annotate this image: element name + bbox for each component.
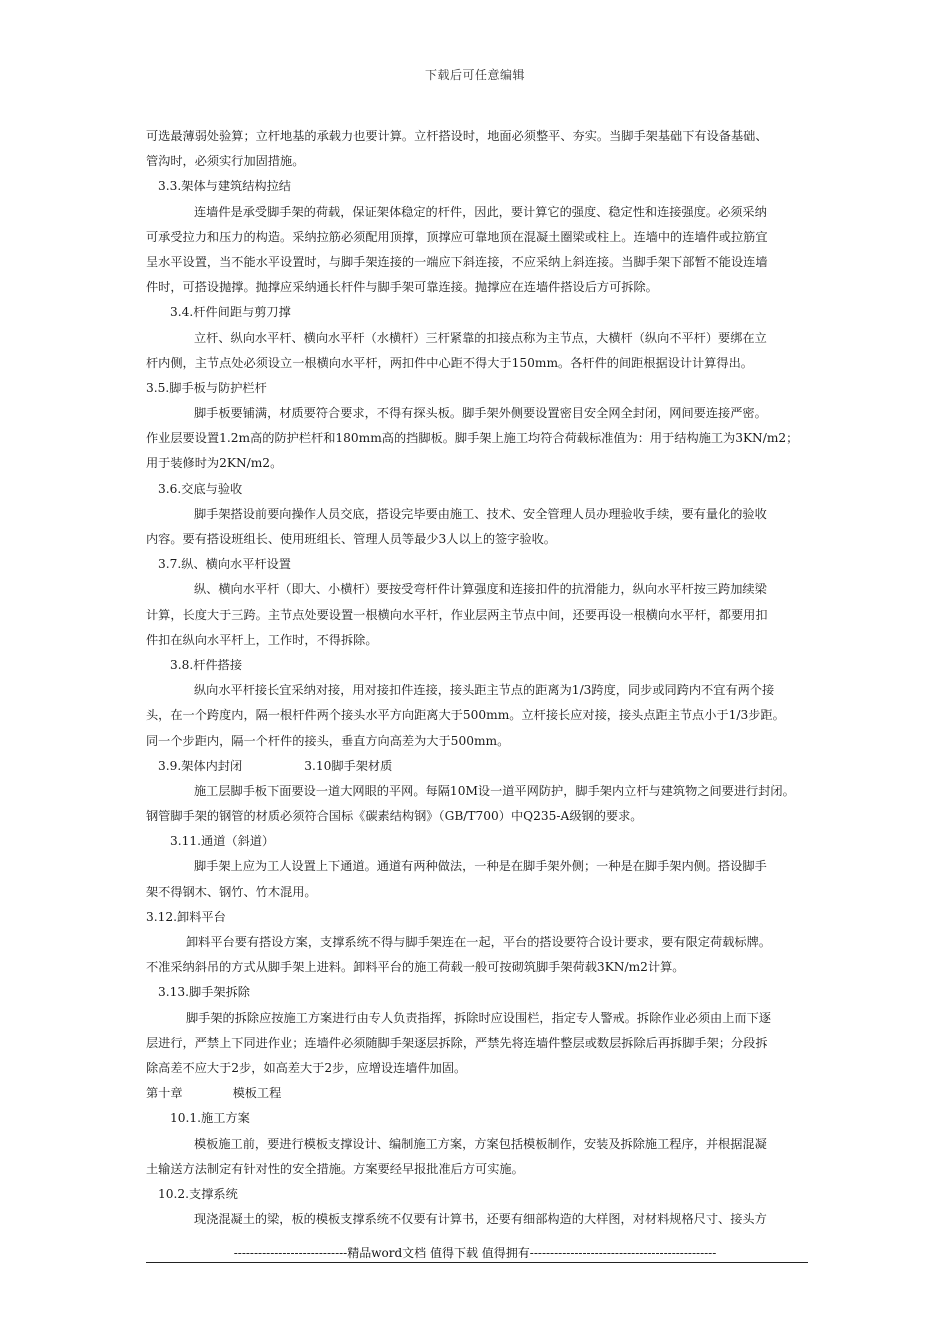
section-heading: 3.3.架体与建筑结构拉结: [158, 179, 291, 194]
section-heading: 3.5.脚手板与防护栏杆: [146, 380, 267, 395]
section-heading: 3.8.杆件搭接: [170, 657, 243, 672]
paragraph-start: 施工层脚手板下面要设一道大网眼的平网。每隔10M设一道平网防护，脚手架内立杆与建筑物之间要进行封闭。: [194, 783, 795, 798]
page-header: 下载后可任意编辑: [424, 68, 525, 82]
paragraph-start: 脚手架上应为工人设置上下通道。通道有两种做法，一种是在脚手架外侧；一种是在脚手架内侧。搭设脚手: [194, 859, 767, 874]
paragraph-start: 卸料平台要有搭设方案，支撑系统不得与脚手架连在一起，平台的搭设要符合设计要求，要有限定荷载标牌。: [186, 935, 771, 949]
body-line: 用于装修时为2KN/m2。: [146, 456, 283, 471]
section-heading: 3.10脚手架材质: [304, 758, 393, 773]
chapter-title: 模板工程: [232, 1086, 282, 1101]
chapter-number: 第十章: [146, 1086, 183, 1101]
body-line: 管沟时，必须实行加固措施。: [146, 154, 305, 169]
body-line: 架不得钢木、钢竹、竹木混用。: [146, 884, 317, 899]
section-heading: 3.11.通道（斜道）: [170, 834, 275, 849]
body-line: 件扣在纵向水平杆上，工作时，不得拆除。: [146, 632, 378, 647]
body-line: 不准采纳斜吊的方式从脚手架上进料。卸料平台的施工荷载一般可按砌筑脚手架荷载3KN/m2计算。: [146, 960, 685, 975]
section-heading: 3.4.杆件间距与剪刀撑: [170, 305, 291, 320]
section-heading-pair: [146, 754, 808, 779]
document-body: [146, 124, 808, 1232]
body-line: 杆内侧，主节点处必须设立一根横向水平杆，两扣件中心距不得大于150mm。各杆件的间距根据设计计算得出。: [146, 355, 753, 370]
paragraph-start: 脚手架搭设前要向操作人员交底，搭设完毕要由施工、技术、安全管理人员办理验收手续，要有量化的验收: [194, 506, 767, 521]
body-line: 呈水平设置，当不能水平设置时，与脚手架连接的一端应下斜连接，不应采纳上斜连接。当脚手架下部暂不能设连墙: [146, 254, 768, 269]
body-line: 件时，可搭设抛撑。抛撑应采纳通长杆件与脚手架可靠连接。抛撑应在连墙件搭设后方可拆除。: [146, 280, 658, 295]
chapter-heading: [146, 1081, 808, 1106]
page-footer: ----------------------------精品word文档 值得下载 值得拥有----------------------------------------------: [233, 1246, 717, 1260]
section-heading: 3.12.卸料平台: [146, 909, 226, 924]
footer-divider: [146, 1262, 808, 1263]
section-heading: 3.13.脚手架拆除: [158, 985, 250, 1000]
body-line: 计算，长度大于三跨。主节点处要设置一根横向水平杆，作业层两主节点中间，还要再设一根横向水平杆，都要用扣: [146, 607, 768, 622]
body-line: 同一个步距内，隔一个杆件的接头，垂直方向高差为大于500mm。: [146, 733, 510, 748]
body-line: 层进行，严禁上下同进作业；连墙件必须随脚手架逐层拆除，严禁先将连墙件整层或数层拆除后再拆脚手架；分段拆: [146, 1035, 768, 1050]
section-heading: 3.6.交底与验收: [158, 481, 243, 496]
body-line: 除高差不应大于2步，如高差大于2步，应增设连墙件加固。: [146, 1060, 467, 1075]
body-line: 可承受拉力和压力的构造。采纳拉筋必须配用顶撑，顶撑应可靠地顶在混凝土圈梁或柱上。连墙中的连墙件或拉筋宜: [146, 229, 768, 244]
paragraph-start: 纵向水平杆接长宜采纳对接，用对接扣件连接，接头距主节点的距离为1/3跨度，同步或同跨内不宜有两个接: [194, 683, 775, 698]
paragraph-start: 纵、横向水平杆（即大、小横杆）要按受弯杆件计算强度和连接扣件的抗滑能力，纵向水平杆按三跨加续梁: [194, 582, 767, 597]
section-heading: 3.9.架体内封闭: [158, 758, 243, 773]
section-heading: 10.2.支撑系统: [158, 1186, 238, 1201]
body-line: 土输送方法制定有针对性的安全措施。方案要经早报批准后方可实施。: [146, 1161, 524, 1176]
paragraph-start: 连墙件是承受脚手架的荷载，保证架体稳定的杆件，因此，要计算它的强度、稳定性和连接强度。必须采纳: [194, 204, 767, 219]
paragraph-start: 立杆、纵向水平杆、横向水平杆（水横杆）三杆紧靠的扣接点称为主节点，大横杆（纵向不平杆）要绑在立: [194, 330, 767, 345]
body-line: 作业层要设置1.2m高的防护栏杆和180mm高的挡脚板。脚手架上施工均符合荷载标准值为：用于结构施工为3KN/m2；: [146, 431, 799, 446]
body-line: 钢管脚手架的钢管的材质必须符合国标《碳素结构钢》（GB/T700）中Q235-A级钢的要求。: [146, 809, 643, 824]
paragraph-start: 现浇混凝土的梁，板的模板支撑系统不仅要有计算书，还要有细部构造的大样图，对材料规格尺寸、接头方: [194, 1212, 767, 1227]
paragraph-start: 模板施工前，要进行模板支撑设计、编制施工方案，方案包括模板制作，安装及拆除施工程序，并根据混凝: [194, 1136, 767, 1151]
paragraph-start: 脚手板要铺满，材质要符合要求，不得有探头板。脚手架外侧要设置密目安全网全封闭，网间要连接严密。: [194, 406, 767, 421]
body-line: 头，在一个跨度内，隔一根杆件两个接头水平方向距离大于500mm。立杆接长应对接，接头点距主节点小于1/3步距。: [146, 708, 785, 723]
body-line: 内容。要有搭设班组长、使用班组长、管理人员等最少3人以上的签字验收。: [146, 532, 556, 546]
section-heading: 10.1.施工方案: [170, 1111, 250, 1126]
section-heading: 3.7.纵、横向水平杆设置: [158, 557, 291, 572]
body-line: 可选最薄弱处验算；立杆地基的承载力也要计算。立杆搭设时，地面必须整平、夯实。当脚手架基础下有设备基础、: [146, 129, 768, 143]
paragraph-start: 脚手架的拆除应按施工方案进行由专人负责指挥，拆除时应设围栏，指定专人警戒。拆除作业必须由上而下逐: [186, 1010, 771, 1025]
